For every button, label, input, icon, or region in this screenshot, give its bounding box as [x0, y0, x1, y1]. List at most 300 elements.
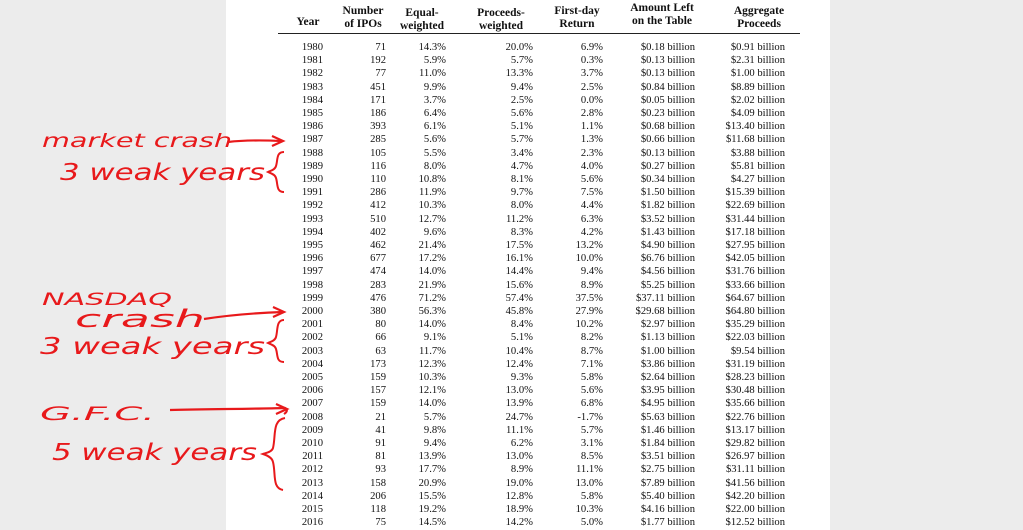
table-row: [226, 385, 830, 397]
table-row: [226, 200, 830, 212]
table-row: [226, 121, 830, 133]
cell-equal-weighted: 17.2%: [418, 253, 446, 265]
cell-year: 1989: [301, 160, 323, 172]
header-number-of-ipos: [338, 5, 388, 31]
cell-amount-left: $0.34 billion: [640, 174, 695, 185]
cell-amount-left: $0.13 billion: [640, 55, 695, 67]
cell-num-ipos: 171: [370, 94, 386, 106]
cell-year: 1988: [301, 147, 323, 159]
cell-amount-left: $2.97 billion: [640, 319, 695, 331]
header-equal-weighted: [388, 7, 456, 33]
cell-year: 1987: [301, 134, 323, 146]
table-row: [226, 398, 830, 410]
cell-num-ipos: 285: [370, 134, 386, 146]
cell-proceeds-weighted: 8.3%: [510, 226, 533, 238]
cell-equal-weighted: 13.9%: [418, 451, 446, 463]
cell-aggregate-proceeds: $12.52 billion: [725, 517, 785, 529]
cell-first-day-return: 27.9%: [575, 306, 603, 317]
header-line2: Proceeds: [737, 18, 781, 30]
cell-equal-weighted: 14.0%: [418, 266, 446, 278]
cell-equal-weighted: 12.3%: [418, 358, 446, 370]
cell-num-ipos: 186: [370, 108, 386, 119]
cell-aggregate-proceeds: $0.91 billion: [730, 42, 785, 53]
cell-year: 2004: [301, 358, 323, 370]
cell-amount-left: $3.51 billion: [640, 451, 695, 463]
cell-equal-weighted: 17.7%: [418, 464, 446, 476]
cell-proceeds-weighted: 5.6%: [510, 108, 533, 119]
cell-equal-weighted: 11.9%: [419, 187, 446, 199]
cell-num-ipos: 81: [375, 451, 386, 463]
cell-equal-weighted: 9.9%: [423, 81, 446, 93]
cell-first-day-return: 0.0%: [580, 94, 603, 106]
cell-num-ipos: 159: [370, 372, 386, 383]
cell-amount-left: $4.90 billion: [640, 240, 695, 251]
cell-equal-weighted: 10.3%: [418, 200, 446, 212]
document-page: [226, 0, 830, 530]
cell-aggregate-proceeds: $42.20 billion: [725, 490, 785, 502]
table-row: [226, 425, 830, 437]
cell-num-ipos: 286: [370, 187, 386, 199]
cell-amount-left: $0.27 billion: [640, 160, 695, 172]
cell-year: 1990: [301, 174, 323, 185]
cell-num-ipos: 158: [370, 477, 386, 489]
cell-year: 2003: [301, 345, 323, 357]
cell-num-ipos: 63: [375, 345, 386, 357]
cell-aggregate-proceeds: $64.67 billion: [725, 292, 785, 304]
cell-aggregate-proceeds: $31.44 billion: [725, 213, 785, 225]
table-row: [226, 464, 830, 476]
cell-proceeds-weighted: 12.4%: [505, 358, 533, 370]
cell-aggregate-proceeds: $26.97 billion: [725, 451, 785, 463]
table-row: [226, 214, 830, 226]
cell-amount-left: $5.63 billion: [640, 411, 695, 423]
cell-first-day-return: 7.5%: [580, 187, 603, 199]
cell-first-day-return: 11.1%: [576, 464, 603, 476]
cell-year: 1993: [301, 213, 323, 225]
cell-equal-weighted: 5.5%: [423, 147, 446, 159]
annotation-nasdaq: NASDAQ: [42, 290, 172, 310]
cell-num-ipos: 510: [370, 213, 386, 225]
cell-aggregate-proceeds: $29.82 billion: [725, 438, 785, 449]
table-row: [226, 148, 830, 160]
cell-proceeds-weighted: 9.4%: [510, 81, 533, 93]
cell-first-day-return: 3.7%: [580, 68, 603, 80]
header-aggregate-proceeds: [718, 5, 800, 31]
cell-amount-left: $1.13 billion: [640, 332, 695, 344]
cell-proceeds-weighted: 9.3%: [510, 372, 533, 383]
cell-amount-left: $0.18 billion: [640, 42, 695, 53]
cell-aggregate-proceeds: $64.80 billion: [725, 306, 785, 317]
table-row: [226, 134, 830, 146]
cell-first-day-return: 13.2%: [575, 240, 603, 251]
cell-aggregate-proceeds: $31.11 billion: [725, 464, 785, 476]
annotation-nasdaq-crash: crash: [75, 305, 205, 333]
cell-amount-left: $1.77 billion: [640, 517, 695, 529]
table-row: [226, 253, 830, 265]
cell-proceeds-weighted: 18.9%: [505, 504, 533, 515]
table-row: [226, 491, 830, 503]
table-row: [226, 359, 830, 371]
cell-equal-weighted: 5.7%: [423, 411, 446, 423]
cell-first-day-return: 8.2%: [580, 332, 603, 344]
cell-equal-weighted: 10.8%: [418, 174, 446, 185]
cell-first-day-return: 5.6%: [580, 174, 603, 185]
header-line2: Return: [559, 18, 595, 30]
cell-proceeds-weighted: 5.7%: [510, 55, 533, 67]
cell-aggregate-proceeds: $2.31 billion: [730, 55, 785, 67]
cell-proceeds-weighted: 16.1%: [505, 253, 533, 265]
cell-first-day-return: 37.5%: [575, 292, 603, 304]
table-row: [226, 319, 830, 331]
cell-num-ipos: 157: [370, 385, 386, 397]
cell-year: 1991: [301, 187, 323, 199]
cell-num-ipos: 159: [370, 398, 386, 410]
cell-aggregate-proceeds: $41.56 billion: [725, 477, 785, 489]
header-year-line1: Year: [296, 16, 320, 28]
table-row: [226, 478, 830, 490]
cell-year: 2014: [301, 490, 323, 502]
cell-equal-weighted: 8.0%: [423, 160, 446, 172]
cell-first-day-return: 5.7%: [580, 424, 603, 436]
cell-num-ipos: 71: [375, 42, 386, 53]
cell-first-day-return: 2.8%: [580, 108, 603, 119]
cell-first-day-return: 2.3%: [580, 147, 603, 159]
cell-aggregate-proceeds: $17.18 billion: [725, 226, 785, 238]
cell-amount-left: $0.84 billion: [640, 81, 695, 93]
cell-num-ipos: 283: [370, 279, 386, 291]
cell-equal-weighted: 19.2%: [418, 504, 446, 515]
cell-proceeds-weighted: 8.9%: [510, 464, 533, 476]
cell-equal-weighted: 10.3%: [418, 372, 446, 383]
cell-amount-left: $3.95 billion: [640, 385, 695, 397]
cell-equal-weighted: 12.1%: [418, 385, 446, 397]
cell-equal-weighted: 9.6%: [423, 226, 446, 238]
cell-equal-weighted: 14.3%: [418, 42, 446, 53]
cell-proceeds-weighted: 4.7%: [510, 160, 533, 172]
cell-year: 1998: [301, 279, 323, 291]
cell-amount-left: $0.13 billion: [640, 68, 695, 80]
cell-year: 1986: [301, 121, 323, 133]
cell-year: 2012: [301, 464, 323, 476]
cell-year: 1984: [301, 94, 323, 106]
cell-first-day-return: 6.3%: [580, 213, 603, 225]
cell-first-day-return: -1.7%: [577, 411, 603, 423]
cell-num-ipos: 80: [375, 319, 386, 331]
cell-equal-weighted: 9.4%: [423, 438, 446, 449]
cell-aggregate-proceeds: $2.02 billion: [730, 94, 785, 106]
cell-equal-weighted: 14.0%: [418, 398, 446, 410]
cell-amount-left: $0.05 billion: [640, 94, 695, 106]
header-line2: weighted: [399, 20, 445, 32]
header-line1: Aggregate: [733, 5, 785, 17]
cell-first-day-return: 1.3%: [580, 134, 603, 146]
table-row: [226, 227, 830, 239]
cell-amount-left: $1.50 billion: [640, 187, 695, 199]
cell-first-day-return: 5.6%: [580, 385, 603, 397]
cell-aggregate-proceeds: $31.76 billion: [725, 266, 785, 278]
cell-year: 2016: [301, 517, 323, 529]
table-row: [226, 55, 830, 67]
table-row: [226, 306, 830, 318]
table-row: [226, 280, 830, 292]
cell-amount-left: $0.66 billion: [640, 134, 695, 146]
annotation-market-crash-years: 3 weak years: [60, 160, 266, 186]
cell-first-day-return: 5.0%: [580, 517, 603, 529]
cell-proceeds-weighted: 14.2%: [505, 517, 533, 529]
cell-year: 2006: [301, 385, 323, 397]
cell-year: 1992: [301, 200, 323, 212]
header-first-day-return: [544, 5, 610, 31]
cell-equal-weighted: 20.9%: [418, 477, 446, 489]
table-row: [226, 266, 830, 278]
cell-amount-left: $1.43 billion: [640, 226, 695, 238]
cell-equal-weighted: 5.9%: [423, 55, 446, 67]
cell-proceeds-weighted: 57.4%: [505, 292, 533, 304]
cell-num-ipos: 412: [370, 200, 386, 212]
cell-first-day-return: 4.4%: [580, 200, 603, 212]
cell-amount-left: $4.56 billion: [640, 266, 695, 278]
cell-aggregate-proceeds: $31.19 billion: [725, 358, 785, 370]
cell-first-day-return: 5.8%: [580, 372, 603, 383]
cell-amount-left: $1.00 billion: [640, 345, 695, 357]
table-row: [226, 161, 830, 173]
cell-amount-left: $1.82 billion: [640, 200, 695, 212]
cell-first-day-return: 6.8%: [580, 398, 603, 410]
cell-num-ipos: 462: [370, 240, 386, 251]
cell-year: 1982: [301, 68, 323, 80]
cell-first-day-return: 6.9%: [580, 42, 603, 53]
cell-amount-left: $29.68 billion: [635, 306, 695, 317]
cell-equal-weighted: 56.3%: [418, 306, 446, 317]
table-row: [226, 517, 830, 529]
cell-num-ipos: 173: [370, 358, 386, 370]
cell-num-ipos: 192: [370, 55, 386, 67]
cell-amount-left: $0.68 billion: [640, 121, 695, 133]
cell-proceeds-weighted: 13.3%: [505, 68, 533, 80]
cell-first-day-return: 7.1%: [580, 358, 603, 370]
cell-amount-left: $0.13 billion: [640, 147, 695, 159]
cell-aggregate-proceeds: $5.81 billion: [730, 160, 785, 172]
cell-proceeds-weighted: 5.1%: [510, 332, 533, 344]
cell-year: 1980: [301, 42, 323, 53]
cell-first-day-return: 8.9%: [580, 279, 603, 291]
cell-aggregate-proceeds: $22.76 billion: [725, 411, 785, 423]
cell-num-ipos: 105: [370, 147, 386, 159]
cell-num-ipos: 66: [375, 332, 386, 344]
cell-first-day-return: 2.5%: [580, 81, 603, 93]
table-row: [226, 346, 830, 358]
cell-proceeds-weighted: 5.1%: [510, 121, 533, 133]
cell-proceeds-weighted: 10.4%: [505, 345, 533, 357]
cell-num-ipos: 380: [370, 306, 386, 317]
cell-num-ipos: 110: [370, 174, 386, 185]
annotation-gfc-years: 5 weak years: [52, 440, 258, 466]
cell-year: 2000: [301, 306, 323, 317]
cell-proceeds-weighted: 15.6%: [505, 279, 533, 291]
cell-first-day-return: 3.1%: [580, 438, 603, 449]
cell-amount-left: $6.76 billion: [640, 253, 695, 265]
table-row: [226, 187, 830, 199]
cell-num-ipos: 206: [370, 490, 386, 502]
cell-first-day-return: 1.1%: [580, 121, 603, 133]
table-row: [226, 108, 830, 120]
table-row: [226, 504, 830, 516]
cell-proceeds-weighted: 24.7%: [505, 411, 533, 423]
header-line1: Number: [342, 5, 384, 17]
cell-year: 2001: [301, 319, 323, 331]
cell-equal-weighted: 11.0%: [419, 68, 446, 80]
cell-aggregate-proceeds: $4.09 billion: [730, 108, 785, 119]
cell-year: 1983: [301, 81, 323, 93]
cell-proceeds-weighted: 45.8%: [505, 306, 533, 317]
cell-amount-left: $37.11 billion: [635, 292, 695, 304]
cell-year: 2002: [301, 332, 323, 344]
header-line1: First-day: [554, 5, 600, 17]
cell-year: 1981: [301, 55, 323, 67]
cell-year: 2005: [301, 372, 323, 383]
cell-first-day-return: 13.0%: [575, 477, 603, 489]
annotation-gfc: G.F.C.: [40, 403, 155, 425]
cell-proceeds-weighted: 9.7%: [510, 187, 533, 199]
cell-first-day-return: 4.0%: [580, 160, 603, 172]
header-proceeds-weighted: [466, 7, 536, 33]
cell-aggregate-proceeds: $22.69 billion: [725, 200, 785, 212]
cell-amount-left: $5.25 billion: [640, 279, 695, 291]
cell-proceeds-weighted: 8.0%: [510, 200, 533, 212]
header-line2: of IPOs: [344, 18, 382, 30]
cell-proceeds-weighted: 5.7%: [510, 134, 533, 146]
cell-amount-left: $1.46 billion: [640, 424, 695, 436]
cell-first-day-return: 0.3%: [580, 55, 603, 67]
cell-equal-weighted: 14.5%: [418, 517, 446, 529]
cell-aggregate-proceeds: $9.54 billion: [730, 345, 785, 357]
table-row: [226, 412, 830, 424]
table-row: [226, 293, 830, 305]
cell-aggregate-proceeds: $11.68 billion: [725, 134, 785, 146]
cell-equal-weighted: 14.0%: [418, 319, 446, 331]
cell-year: 1997: [301, 266, 323, 278]
cell-proceeds-weighted: 13.9%: [505, 398, 533, 410]
header-rule: [278, 33, 800, 34]
cell-amount-left: $4.95 billion: [640, 398, 695, 410]
cell-equal-weighted: 5.6%: [423, 134, 446, 146]
cell-num-ipos: 451: [370, 81, 386, 93]
cell-num-ipos: 77: [375, 68, 386, 80]
cell-aggregate-proceeds: $15.39 billion: [725, 187, 785, 199]
cell-proceeds-weighted: 20.0%: [505, 42, 533, 53]
cell-amount-left: $2.64 billion: [640, 372, 695, 383]
cell-proceeds-weighted: 11.2%: [506, 213, 533, 225]
cell-proceeds-weighted: 6.2%: [510, 438, 533, 449]
cell-num-ipos: 116: [370, 160, 386, 172]
cell-proceeds-weighted: 8.1%: [510, 174, 533, 185]
cell-amount-left: $7.89 billion: [640, 477, 695, 489]
table-row: [226, 174, 830, 186]
cell-year: 2010: [301, 438, 323, 449]
cell-num-ipos: 93: [375, 464, 386, 476]
cell-year: 2008: [301, 411, 323, 423]
cell-year: 1996: [301, 253, 323, 265]
cell-aggregate-proceeds: $3.88 billion: [730, 147, 785, 159]
table-row: [226, 95, 830, 107]
table-row: [226, 240, 830, 252]
cell-proceeds-weighted: 8.4%: [510, 319, 533, 331]
cell-equal-weighted: 9.1%: [423, 332, 446, 344]
cell-proceeds-weighted: 19.0%: [505, 477, 533, 489]
cell-year: 2007: [301, 398, 323, 410]
cell-aggregate-proceeds: $35.66 billion: [725, 398, 785, 410]
cell-aggregate-proceeds: $33.66 billion: [725, 279, 785, 291]
cell-proceeds-weighted: 11.1%: [506, 424, 533, 436]
cell-proceeds-weighted: 12.8%: [505, 490, 533, 502]
cell-proceeds-weighted: 2.5%: [510, 94, 533, 106]
table-row: [226, 42, 830, 54]
cell-first-day-return: 4.2%: [580, 226, 603, 238]
cell-equal-weighted: 21.4%: [418, 240, 446, 251]
cell-num-ipos: 677: [370, 253, 386, 265]
cell-first-day-return: 9.4%: [580, 266, 603, 278]
cell-amount-left: $3.86 billion: [640, 358, 695, 370]
header-year: [278, 5, 338, 29]
header-line2: on the Table: [631, 15, 693, 27]
cell-year: 1995: [301, 240, 323, 251]
table-row: [226, 68, 830, 80]
cell-aggregate-proceeds: $13.17 billion: [725, 424, 785, 436]
cell-year: 1999: [301, 292, 323, 304]
header-line1: Equal-: [405, 7, 439, 19]
table-row: [226, 332, 830, 344]
cell-equal-weighted: 3.7%: [423, 94, 446, 106]
cell-aggregate-proceeds: $4.27 billion: [730, 174, 785, 185]
cell-equal-weighted: 15.5%: [418, 490, 446, 502]
cell-num-ipos: 75: [375, 517, 386, 529]
cell-num-ipos: 118: [370, 504, 386, 515]
table-row: [226, 82, 830, 94]
cell-first-day-return: 10.0%: [575, 253, 603, 265]
cell-equal-weighted: 9.8%: [423, 424, 446, 436]
cell-num-ipos: 474: [370, 266, 386, 278]
cell-first-day-return: 10.2%: [575, 319, 603, 331]
cell-equal-weighted: 11.7%: [419, 345, 446, 357]
cell-aggregate-proceeds: $30.48 billion: [725, 385, 785, 397]
cell-amount-left: $1.84 billion: [640, 438, 695, 449]
cell-aggregate-proceeds: $13.40 billion: [725, 121, 785, 133]
annotation-market-crash: market crash: [42, 130, 232, 152]
cell-equal-weighted: 12.7%: [418, 213, 446, 225]
cell-aggregate-proceeds: $28.23 billion: [725, 372, 785, 383]
cell-year: 1985: [301, 108, 323, 119]
table-row: [226, 451, 830, 463]
cell-equal-weighted: 21.9%: [418, 279, 446, 291]
cell-year: 2009: [301, 424, 323, 436]
cell-num-ipos: 476: [370, 292, 386, 304]
cell-proceeds-weighted: 13.0%: [505, 385, 533, 397]
cell-aggregate-proceeds: $42.05 billion: [725, 253, 785, 265]
cell-num-ipos: 402: [370, 226, 386, 238]
cell-proceeds-weighted: 14.4%: [505, 266, 533, 278]
cell-amount-left: $0.23 billion: [640, 108, 695, 119]
cell-first-day-return: 8.7%: [580, 345, 603, 357]
header-amount-left: [614, 2, 710, 28]
annotation-nasdaq-years: 3 weak years: [40, 334, 266, 360]
cell-amount-left: $3.52 billion: [640, 213, 695, 225]
cell-amount-left: $5.40 billion: [640, 490, 695, 502]
cell-proceeds-weighted: 3.4%: [510, 147, 533, 159]
cell-year: 2015: [301, 504, 323, 515]
cell-equal-weighted: 71.2%: [418, 292, 446, 304]
cell-num-ipos: 21: [375, 411, 386, 423]
header-line1: Proceeds-: [477, 7, 525, 19]
